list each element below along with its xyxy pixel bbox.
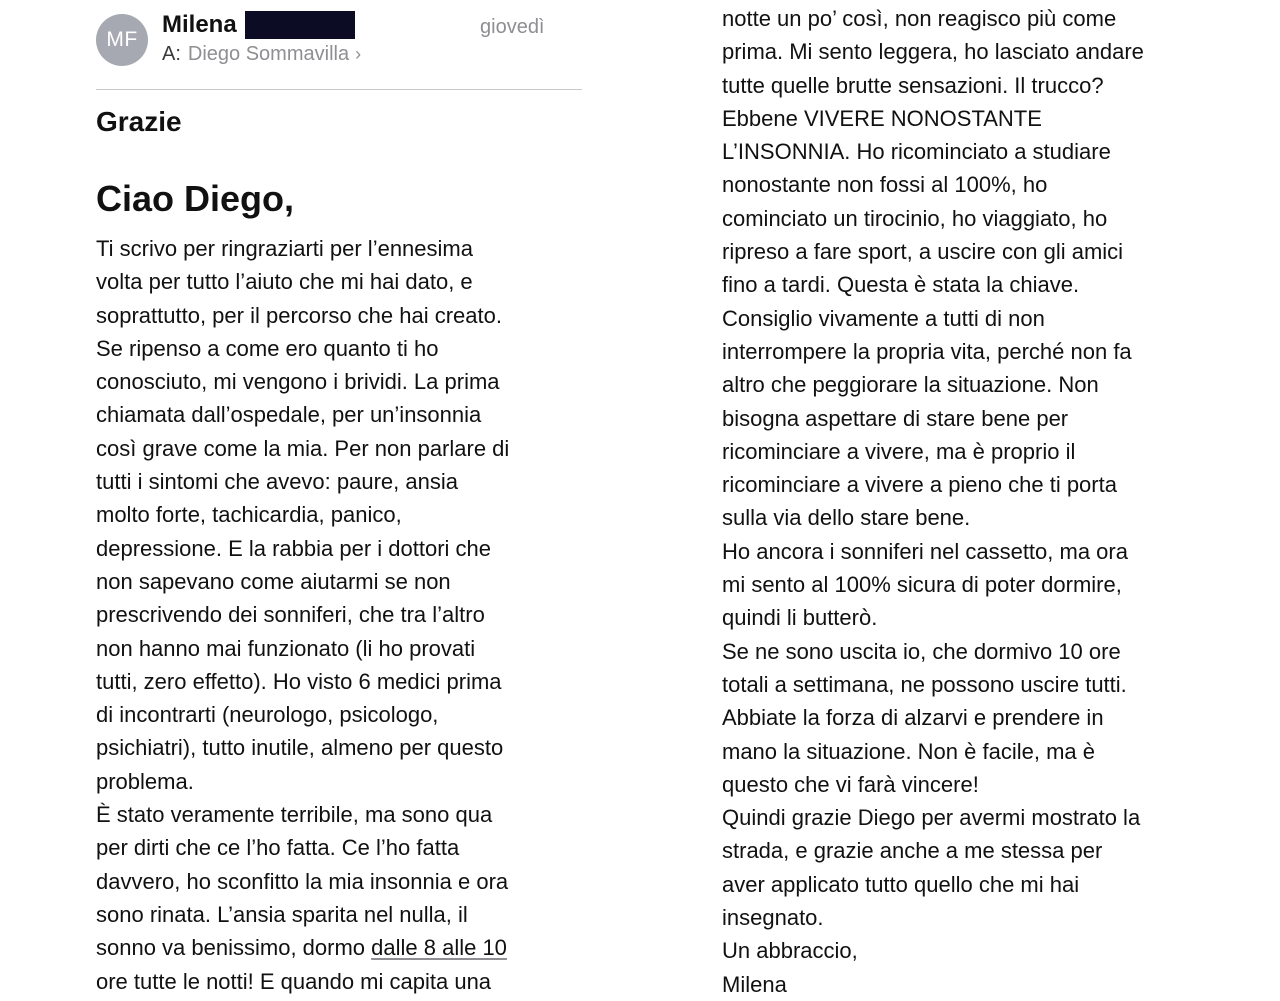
body-line: altro che peggiorare la situazione. Non	[722, 372, 1099, 398]
body-line: non sapevano come aiutarmi se non	[96, 568, 451, 594]
body-line: sulla via dello stare bene.	[722, 505, 971, 531]
body-line: volta per tutto l’aiuto che mi hai dato, e	[96, 269, 473, 295]
header-divider	[96, 89, 582, 90]
underlined-time-fragment: dalle 8 alle 10	[371, 935, 507, 961]
redacted-surname-box	[245, 11, 355, 39]
body-line: bisogna aspettare di stare bene per	[722, 405, 1069, 431]
body-line: ripreso a fare sport, a uscire con gli amici	[722, 239, 1124, 265]
email-greeting: Ciao Diego,	[96, 178, 295, 219]
recipient-name[interactable]: Diego Sommavilla	[187, 43, 350, 65]
body-line: ricominciare a vivere a pieno che ti porta	[722, 472, 1117, 498]
body-line: conosciuto, mi vengono i brividi. La prima	[96, 369, 500, 395]
body-line: nonostante non fossi al 100%, ho	[722, 172, 1048, 198]
body-line: totali a settimana, ne possono uscire tutti.	[722, 671, 1127, 697]
body-line-with-underline	[96, 931, 556, 964]
body-line: depressione. E la rabbia per i dottori che	[96, 535, 492, 561]
body-line: Consiglio vivamente a tutti di non	[722, 305, 1045, 331]
email-subject: Grazie	[96, 106, 182, 137]
body-line: prima. Mi sento leggera, ho lasciato andare	[722, 39, 1144, 65]
body-line: tutti, zero effetto). Ho visto 6 medici prima	[96, 668, 502, 694]
body-line: quindi li butterò.	[722, 605, 878, 631]
body-line: Se ne sono uscita io, che dormivo 10 ore	[722, 638, 1121, 664]
body-line: problema.	[96, 768, 194, 794]
body-line: chiamata dall’ospedale, per un’insonnia	[96, 402, 482, 428]
recipient-prefix: A:	[162, 43, 181, 65]
body-line: tutti i sintomi che avevo: paure, ansia	[96, 469, 458, 495]
sign-off: Un abbraccio,	[722, 938, 858, 964]
body-line: mi sento al 100% sicura di poter dormire,	[722, 572, 1122, 598]
body-line: soprattutto, per il percorso che hai creato.	[96, 302, 502, 328]
body-line: per dirti che ce l’ho fatta. Ce l’ho fatta	[96, 835, 460, 861]
chevron-right-icon[interactable]: ›	[355, 44, 362, 64]
recipient-row[interactable]	[162, 43, 361, 66]
email-body-right	[722, 2, 1262, 1001]
body-line: strada, e grazie anche a me stessa per	[722, 838, 1103, 864]
sender-row	[162, 11, 355, 39]
body-line: Ebbene VIVERE NONOSTANTE	[722, 105, 1042, 131]
body-line: Abbiate la forza di alzarvi e prendere in	[722, 705, 1104, 731]
body-line: L’INSONNIA. Ho ricominciato a studiare	[722, 139, 1111, 165]
body-line-fragment: sonno va benissimo, dormo	[96, 935, 372, 961]
email-body-left	[96, 232, 556, 998]
body-line: Se ripenso a come ero quanto ti ho	[96, 335, 439, 361]
body-line: non hanno mai funzionato (li ho provati	[96, 635, 476, 661]
body-line: ricominciare a vivere, ma è proprio il	[722, 438, 1076, 464]
body-line: davvero, ho sconfitto la mia insonnia e ora	[96, 868, 509, 894]
email-date: giovedì	[480, 16, 545, 38]
body-line: aver applicato tutto quello che mi hai	[722, 871, 1080, 897]
sender-avatar[interactable]	[96, 14, 148, 66]
body-line: psichiatri), tutto inutile, almeno per questo	[96, 735, 504, 761]
email-left-column	[0, 0, 640, 999]
body-line: È stato veramente terribile, ma sono qua	[96, 802, 493, 828]
body-line: Quindi grazie Diego per avermi mostrato la	[722, 805, 1141, 831]
body-line: Ti scrivo per ringraziarti per l’ennesima	[96, 236, 473, 261]
sender-name[interactable]: Milena	[162, 11, 237, 38]
signature-name: Milena	[722, 971, 787, 997]
body-line: notte un po’ così, non reagisco più come	[722, 6, 1117, 31]
body-line: ore tutte le notti! E quando mi capita una	[96, 968, 492, 994]
body-line: sono rinata. L’ansia sparita nel nulla, il	[96, 901, 468, 927]
body-line: molto forte, tachicardia, panico,	[96, 502, 402, 528]
body-line: Ho ancora i sonniferi nel cassetto, ma ora	[722, 538, 1128, 564]
body-line: insegnato.	[722, 905, 824, 931]
body-line: così grave come la mia. Per non parlare di	[96, 435, 510, 461]
body-line: di incontrarti (neurologo, psicologo,	[96, 702, 439, 728]
avatar-initials: MF	[106, 28, 138, 51]
body-line: questo che vi farà vincere!	[722, 771, 979, 797]
body-line: fino a tardi. Questa è stata la chiave.	[722, 272, 1080, 298]
body-line: prescrivendo dei sonniferi, che tra l’altro	[96, 602, 485, 628]
body-line: cominciato un tirocinio, ho viaggiato, ho	[722, 205, 1108, 231]
body-line: interrompere la propria vita, perché non fa	[722, 338, 1132, 364]
body-line: tutte quelle brutte sensazioni. Il trucco?	[722, 72, 1104, 98]
body-line: mano la situazione. Non è facile, ma è	[722, 738, 1095, 764]
